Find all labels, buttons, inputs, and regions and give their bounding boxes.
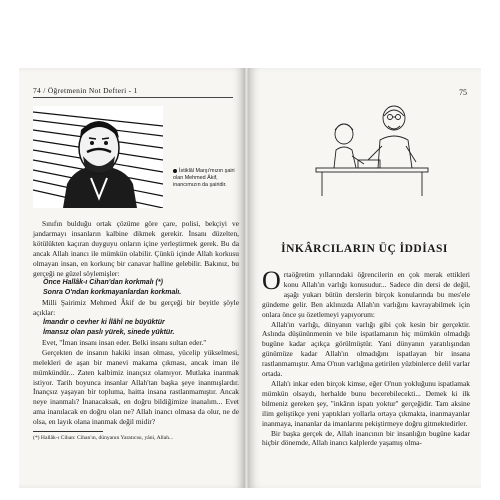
left-page-header: [33, 86, 233, 95]
left-page: [19, 68, 245, 488]
running-header: 74 / Öğretmenin Not Defteri - 1: [33, 86, 138, 95]
left-body-text: [33, 219, 239, 442]
paragraph: [262, 266, 470, 320]
paragraph: Gerçekten de insanın hakiki insan olması, yücelip yükselmesi, melekleri de aşan bir manevi makama çıkması, ancak iman ile mümkündür... Zaten kalbimiz inançsız olamıyor. Mutlaka inanmak istiyor. Tarih boyunca insanlar Allah'tan başka şeye inanmışlardır. İnançsız yaşayan bir topluma, haitta insana rastlanmamıştır. Ancak neye inanmalı? İnanacaksak, en doğru bildiğimize inanalım... Evet ama inanılacak en doğru olan ne? Allah inancı olmasa da olur, ne de olsa, en layık olana inanmak değil midir?: [33, 347, 239, 427]
chapter-title: İNKÂRCILARIN ÜÇ İDDİASI: [281, 243, 448, 255]
header-rule: [33, 97, 233, 98]
right-body-text: [262, 266, 470, 448]
drop-cap: O: [262, 266, 281, 295]
couplet-line: İmansız olan paslı yürek, sinede yüktür.: [43, 328, 175, 336]
teacher-student-illustration: [308, 96, 438, 196]
quote-line: Önce Hallâk-ı Cihan'dan korkmalı (*): [43, 279, 163, 287]
paragraph: Evet, "İman insanı insan eder. Belki insanı sultan eder.": [42, 337, 207, 347]
footnote: (*) Hallâk-ı Cihan: Cihan'ın, dünyanın Yaratıcısı, yâni, Allah...: [33, 435, 174, 442]
paragraph: Bir başka gerçek de, Allah inancının bir insanlığın bugüne kadar hiçbir dönemde, Allah inancı kalplerde yaşamış olma-: [262, 428, 470, 448]
paragraph: Sınıfın bulduğu ortak çözüme göre çare, polisi, bekçiyi ve jandarmayı insanların kalbine dikmek gerekir. İnsanı düzelten, kötülükten kaçıran duyguyu onların içine yerleştirmek gerek. Bu da ancak Allah inancı ile mümkün olabilir. Çünkü içinde Allah korkusu olmayan insan, en korkunç bir canavar halline gelebilir. Bakınız, bu gerçeği ne güzel söylemişler:: [33, 219, 239, 278]
quote-line: Sonra O'ndan korkmayanlardan korkmalı.: [43, 289, 182, 297]
image-caption: [173, 168, 239, 189]
footnote-rule: [33, 431, 103, 432]
bullet-icon: [173, 169, 177, 173]
paragraph: Milli Şairimiz Mehmed Âkif de bu gerçeği bir beyitle şöyle açıklar:: [33, 298, 239, 318]
caption-text: İstiklâl Marşı'mızın şairi olan Mehmed Âkif, inancımızın da şairidir.: [173, 168, 235, 188]
page-number: 75: [459, 88, 467, 97]
paragraph: Allah'ın varlığı, dünyanın varlığı gibi çok kesin bir gerçektir. Aslında düşününmenin ve bile ispatlamanın hiç mümkün olmadığı bugüne kadar açıkça görülmüştür. Yani dünyanın yaratılışından günümüze kadar Allah'ın olmadığını ispatlayan bir insana rastlanmamıştır. Ama O'nun varlığına getirilen yüzbinlerce delil varlar ortada.: [262, 319, 470, 379]
right-page: [248, 68, 481, 488]
paragraph-text: rtaöğretim yıllarındaki öğrencilerin en çok merak ettikleri konu Allah'ın varlığı konusudur... Sadece din dersi de değil, aşağı yukarı bütün derslerin birçok konularında bu mes'ele gündeme gelir. Ben aklınızda Allah'ın varlığını kavrayabilmek için onlara önce şu özetlemeyi yapıyorum:: [262, 270, 470, 319]
couplet-line: İmandır o cevher ki İlâhî ne büyüktür: [43, 319, 165, 327]
paragraph: Allah'ı inkar eden birçok kimse, eğer O'nun yokluğunu ispatlamak mümkün olsaydı, herhalde bunu becerebilecekti... Demek ki ilk bilmeniz gereken şey, "inkârın ispatı yoktur" gerçeğidir. Tam aksine ilim geliştikçe yeni yaptıkları yollarla ortaya çıkmakta, inanmayanlar inanmaya, inananlar da imanlarını pekiştirmeye doğru gitmektedirler.: [262, 378, 470, 428]
portrait-illustration: [33, 106, 163, 208]
